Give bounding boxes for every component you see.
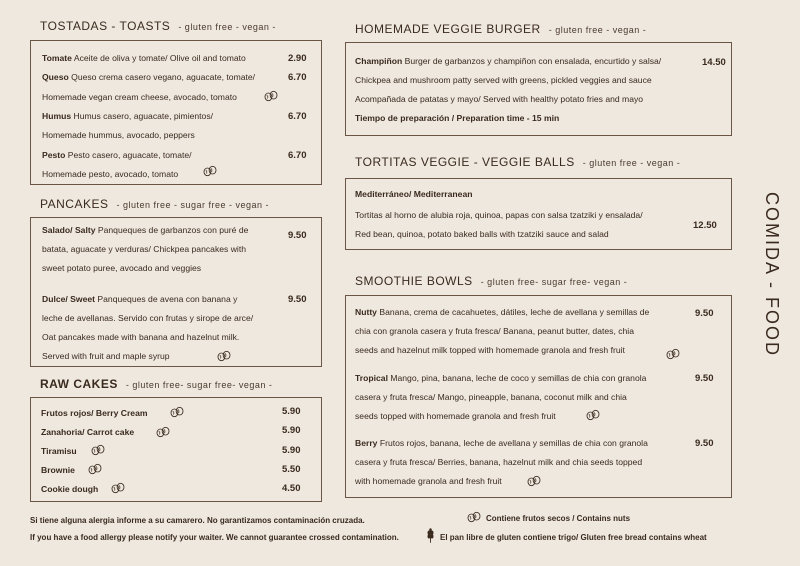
cake-name: Zanahoria/ Carrot cake [41, 427, 135, 437]
smoothie-title-text: SMOOTHIE BOWLS [355, 274, 473, 288]
nuts-icon [111, 482, 125, 494]
rawcakes-title-text: RAW CAKES [40, 377, 118, 391]
menu-item [42, 225, 248, 236]
smoothie-tags: - gluten free- sugar free- vegan - [480, 277, 628, 287]
item-desc: Humus casero, aguacate, pimientos/ [73, 111, 214, 121]
cake-price: 5.90 [282, 425, 301, 436]
rawcakes-box [30, 397, 322, 502]
item-desc: Banana, crema de cacahuetes, dátiles, leche de avellana y semillas de [379, 307, 650, 317]
pancakes-title-text: PANCAKES [40, 197, 109, 211]
item-desc: Pesto casero, aguacate, tomate/ [67, 150, 192, 160]
tostadas-title-text: TOSTADAS - TOASTS [40, 19, 171, 33]
item-price: 9.50 [695, 438, 714, 449]
item-desc-line: casera y fruta fresca/ Mango, pineapple, banana, coconut milk and chia [355, 392, 627, 402]
nuts-icon [88, 463, 102, 475]
item-desc-line: chia con granola casera y fruta fresca/ Banana, peanut butter, dates, chia [355, 326, 634, 336]
smoothie-box [345, 295, 732, 498]
cake-price: 5.90 [282, 406, 301, 417]
item-desc: Burger de garbanzos y champiñon con ensalada, encurtido y salsa/ [404, 56, 662, 66]
wheat-legend: El pan libre de gluten contiene trigo/ Gluten free bread contains wheat [440, 533, 707, 542]
item-name: Queso [42, 72, 69, 82]
item-desc-line: Red bean, quinoa, potato baked balls with tzatziki sauce and salad [355, 229, 609, 239]
item-price: 9.50 [695, 373, 714, 384]
allergy-note-en: If you have a food allergy please notify your waiter. We cannot guarantee crossed contamination. [30, 533, 399, 542]
item-desc-line: Served with fruit and maple syrup [42, 351, 170, 361]
item-desc-en: Homemade pesto, avocado, tomato [42, 169, 179, 179]
item-desc-line: batata, aguacate y verduras/ Chickpea pancakes with [42, 244, 246, 254]
tortitas-title [355, 155, 680, 169]
item-desc: Panqueques de garbanzos con puré de [97, 225, 249, 235]
menu-item [355, 56, 661, 67]
tortitas-tags: - gluten free - vegan - [582, 158, 681, 168]
item-price: 2.90 [288, 53, 307, 64]
nuts-icon [91, 444, 105, 456]
nuts-icon [170, 406, 184, 418]
item-desc-line: seeds topped with homemade granola and fresh fruit [355, 411, 556, 421]
menu-item [355, 373, 646, 384]
item-price: 14.50 [702, 57, 726, 68]
tostadas-title [40, 19, 276, 33]
nuts-icon [156, 426, 170, 438]
nuts-icon [203, 165, 217, 177]
item-price: 6.70 [288, 150, 307, 161]
item-name: Humus [42, 111, 72, 121]
cake-name: Brownie [41, 465, 75, 475]
pancakes-title [40, 197, 269, 211]
nuts-icon [586, 409, 600, 421]
cake-price: 5.50 [282, 464, 301, 475]
menu-item [42, 53, 246, 64]
item-desc-line: leche de avellanas. Servido con frutas y sirope de arce/ [42, 313, 254, 323]
item-name: Champiñon [355, 56, 403, 66]
item-name: Tropical [355, 373, 388, 383]
cake-price: 5.90 [282, 445, 301, 456]
item-desc: Panqueques de avena con banana y [97, 294, 238, 304]
item-name: Tomate [42, 53, 72, 63]
menu-item [42, 294, 237, 305]
nuts-legend: Contiene frutos secos / Contains nuts [486, 514, 631, 523]
cake-name: Frutos rojos/ Berry Cream [41, 408, 148, 418]
item-price: 6.70 [288, 72, 307, 83]
rawcakes-title [40, 377, 272, 391]
burger-title-text: HOMEMADE VEGGIE BURGER [355, 22, 541, 36]
cake-name: Cookie dough [41, 484, 99, 494]
rawcakes-tags: - gluten free- sugar free- vegan - [125, 380, 273, 390]
item-desc: Tortitas al horno de alubia roja, quinoa, papas con salsa tzatziki y ensalada/ [355, 210, 643, 220]
cake-price: 4.50 [282, 483, 301, 494]
item-name: Dulce/ Sweet [42, 294, 96, 304]
nuts-icon [666, 348, 680, 360]
item-desc: Frutos rojos, banana, leche de avellana y semillas de chia con granola [379, 438, 648, 448]
item-price: 6.70 [288, 111, 307, 122]
item-desc-line: casera y fruta fresca/ Berries, banana, hazelnut milk and chia seeds topped [355, 457, 643, 467]
tortitas-title-text: TORTITAS VEGGIE - VEGGIE BALLS [355, 155, 575, 169]
pancakes-tags: - gluten free - sugar free - vegan - [116, 200, 270, 210]
nuts-legend-icon [467, 511, 481, 523]
item-name: Berry [355, 438, 378, 448]
item-desc-en: Homemade vegan cream cheese, avocado, tomato [42, 92, 237, 102]
nuts-icon [527, 475, 541, 487]
item-desc: Queso crema casero vegano, aguacate, tomate/ [71, 72, 256, 82]
item-price: 9.50 [288, 294, 307, 305]
tostadas-tags: - gluten free - vegan - [178, 22, 276, 32]
tortitas-box [345, 178, 732, 250]
nuts-icon [264, 90, 278, 102]
item-desc-line: Chickpea and mushroom patty served with greens, pickled veggies and sauce [355, 75, 652, 85]
burger-tags: - gluten free - vegan - [548, 25, 647, 35]
item-desc-line: with homemade granola and fresh fruit [355, 476, 502, 486]
burger-title [355, 22, 646, 36]
wheat-icon [426, 528, 435, 543]
menu-item [355, 307, 649, 318]
menu-item [42, 111, 213, 122]
side-title: COMIDA - FOOD [762, 192, 782, 357]
item-desc: Aceite de oliva y tomate/ Olive oil and tomato [73, 53, 246, 63]
item-name: Mediterráneo/ Mediterranean [355, 189, 473, 199]
item-desc-line: Acompañada de patatas y mayo/ Served with healthy potato fries and mayo [355, 94, 644, 104]
item-desc-line: sweet potato puree, avocado and veggies [42, 263, 202, 273]
allergy-note-es: Si tiene alguna alergia informe a su camarero. No garantizamos contaminación cruzada. [30, 516, 365, 525]
menu-item [42, 150, 192, 161]
item-desc: Mango, pina, banana, leche de coco y semillas de chia con granola [390, 373, 647, 383]
cake-name: Tiramisu [41, 446, 77, 456]
item-price: 12.50 [693, 220, 717, 231]
pancakes-box [30, 217, 322, 367]
item-name: Pesto [42, 150, 66, 160]
item-desc-en: Homemade hummus, avocado, peppers [42, 130, 195, 140]
item-name: Nutty [355, 307, 377, 317]
item-desc-line: seeds and hazelnut milk topped with homemade granola and fresh fruit [355, 345, 625, 355]
item-price: 9.50 [695, 308, 714, 319]
prep-time: Tiempo de preparación / Preparation time - 15 min [355, 113, 560, 123]
menu-item [42, 72, 255, 83]
tostadas-box [30, 40, 322, 185]
item-price: 9.50 [288, 230, 307, 241]
item-name: Salado/ Salty [42, 225, 96, 235]
item-desc-line: Oat pancakes made with banana and hazelnut milk. [42, 332, 240, 342]
smoothie-title [355, 274, 627, 288]
menu-item [355, 438, 648, 449]
burger-box [345, 42, 732, 136]
nuts-icon [217, 350, 231, 362]
